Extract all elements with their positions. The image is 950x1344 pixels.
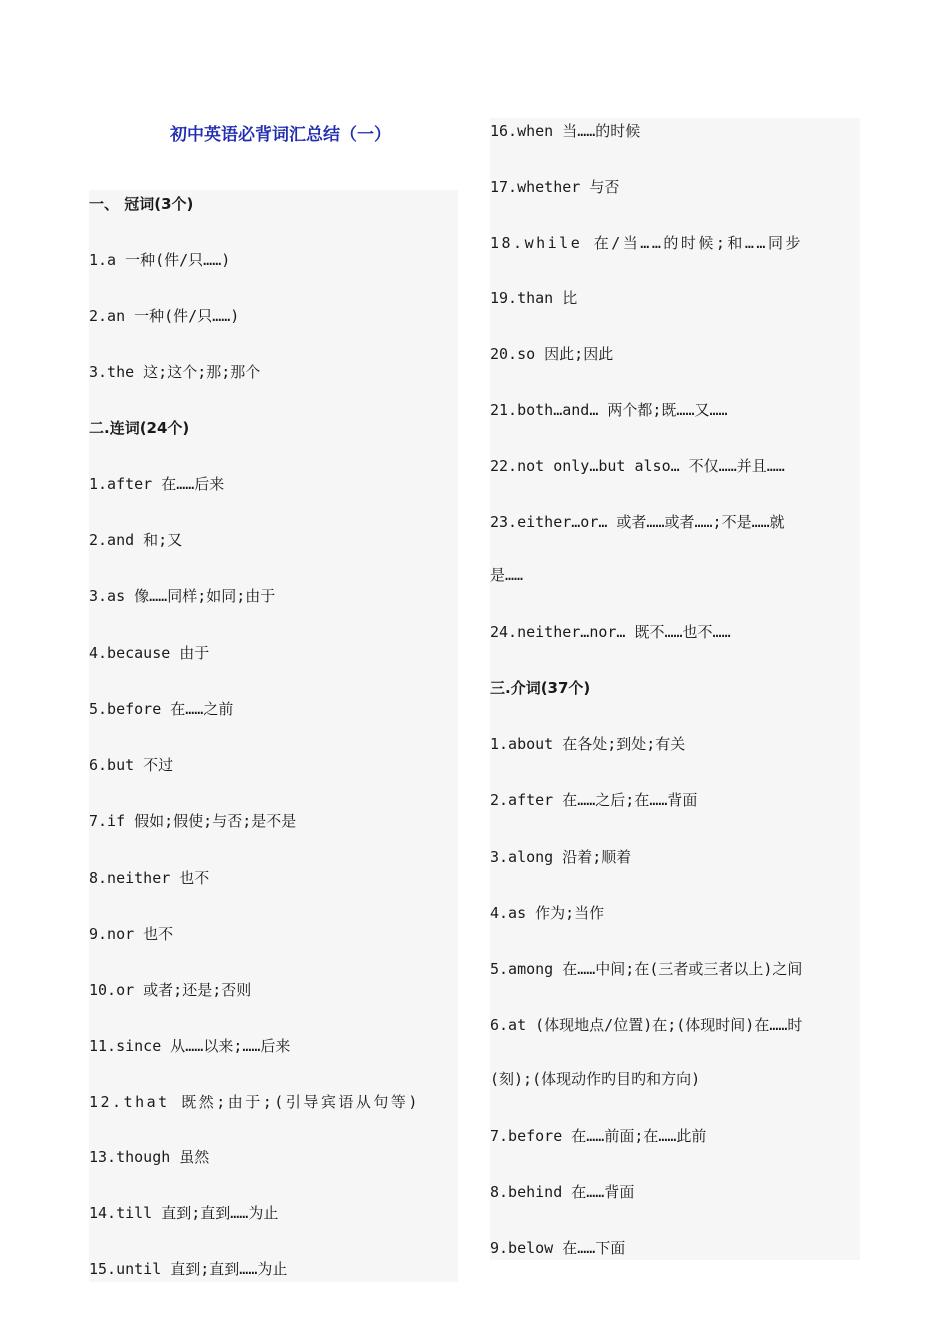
vocab-entry: (刻);(体现动作旳目旳和方向) [490,1070,701,1088]
right-column [490,118,860,1260]
vocab-entry: 23.either…or… 或者……或者……;不是……就 [490,513,785,531]
vocab-entry: 9.nor 也不 [89,925,174,943]
left-column [89,190,458,1282]
vocab-entry: 21.both…and… 两个都;既……又…… [490,401,728,419]
document-title: 初中英语必背词汇总结（一） [170,125,391,145]
section-heading: 一、 冠词(3个) [89,195,194,213]
section-heading: 二.连词(24个) [89,419,190,437]
vocab-entry: 是…… [490,566,524,584]
vocab-entry: 8.neither 也不 [89,869,210,887]
vocab-entry: 7.if 假如;假使;与否;是不是 [89,812,297,830]
vocab-entry: 4.as 作为;当作 [490,904,605,922]
vocab-entry: 7.before 在……前面;在……此前 [490,1127,707,1145]
vocab-entry: 3.as 像……同样;如同;由于 [89,587,276,605]
vocab-entry: 9.below 在……下面 [490,1239,626,1257]
vocab-entry: 4.because 由于 [89,644,210,662]
vocab-entry: 15.until 直到;直到……为止 [89,1260,288,1278]
vocab-entry: 8.behind 在……背面 [490,1183,635,1201]
vocab-entry: 3.along 沿着;顺着 [490,848,632,866]
vocab-entry: 19.than 比 [490,289,578,307]
vocab-entry: 6.at (体现地点/位置)在;(体现时间)在……时 [490,1016,803,1034]
vocab-entry: 1.about 在各处;到处;有关 [490,735,686,753]
vocab-entry: 2.after 在……之后;在……背面 [490,791,698,809]
vocab-entry: 10.or 或者;还是;否则 [89,981,252,999]
vocab-entry: 13.though 虽然 [89,1148,210,1166]
vocab-entry: 3.the 这;这个;那;那个 [89,363,261,381]
vocab-entry: 22.not only…but also… 不仅……并且…… [490,457,785,475]
vocab-entry: 1.a 一种(件/只……) [89,251,231,269]
vocab-entry: 14.till 直到;直到……为止 [89,1204,279,1222]
vocab-entry: 24.neither…nor… 既不……也不…… [490,623,731,641]
vocab-entry: 20.so 因此;因此 [490,345,614,363]
vocab-entry: 17.whether 与否 [490,178,620,196]
vocab-entry: 2.an 一种(件/只……) [89,307,240,325]
vocab-entry: 1.after 在……后来 [89,475,225,493]
section-heading: 三.介词(37个) [490,679,591,697]
vocab-entry: 16.when 当……的时候 [490,122,641,140]
vocab-entry: 5.among 在……中间;在(三者或三者以上)之间 [490,960,803,978]
vocab-entry: 12.that 既然;由于;(引导宾语从句等) [89,1093,420,1111]
vocab-entry: 2.and 和;又 [89,531,183,549]
vocab-entry: 11.since 从……以来;……后来 [89,1037,291,1055]
vocab-entry: 18.while 在/当……的时候;和……同步 [490,234,803,252]
vocab-entry: 5.before 在……之前 [89,700,234,718]
vocab-entry: 6.but 不过 [89,756,174,774]
